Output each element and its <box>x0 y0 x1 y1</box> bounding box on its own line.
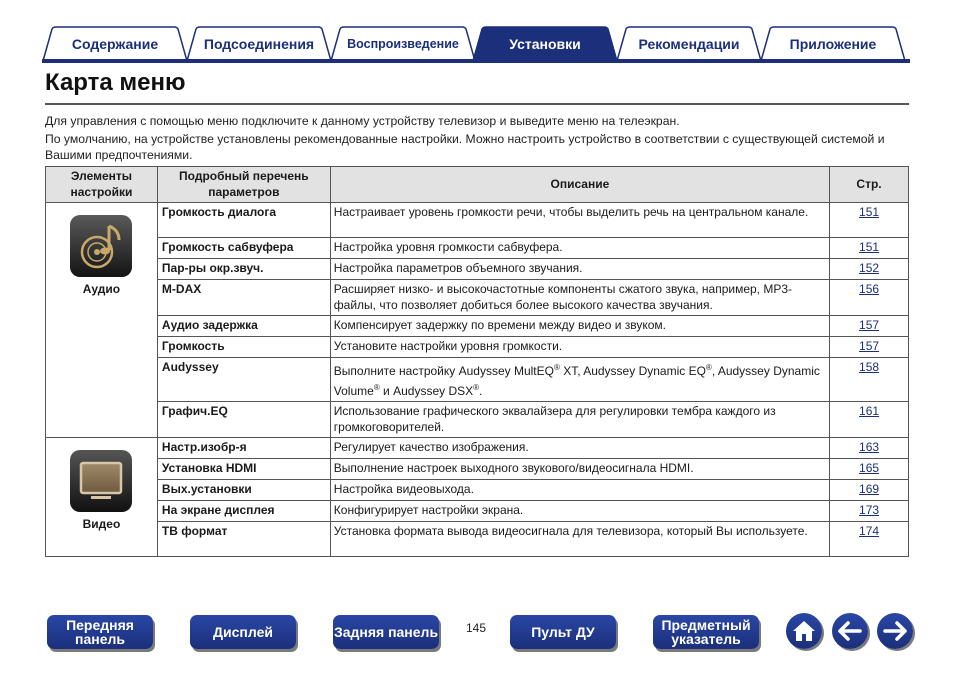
param-cell: ТВ формат <box>157 522 330 557</box>
desc-cell: Выполните настройку Audyssey MultEQ® XT, Audyssey Dynamic EQ®, Audyssey Dynamic Volume® и Audyssey DSX®. <box>330 358 829 402</box>
param-cell: Audyssey <box>157 358 330 402</box>
table-row <box>46 259 909 280</box>
desc-cell: Использование графического эквалайзера для регулировки тембра каждого из громкоговорителей. <box>330 402 829 438</box>
desc-cell: Настраивает уровень громкости речи, чтобы выделить речь на центральном канале. <box>330 203 829 238</box>
back-button[interactable] <box>832 613 868 649</box>
table-row <box>46 337 909 358</box>
param-cell: Аудио задержка <box>157 316 330 337</box>
param-cell: Установка HDMI <box>157 459 330 480</box>
home-icon <box>792 620 816 642</box>
display-button[interactable]: Дисплей <box>190 615 296 649</box>
tab-contents[interactable] <box>42 26 188 62</box>
page-link[interactable]: 151 <box>859 205 880 219</box>
tab-playback[interactable] <box>330 26 476 62</box>
param-cell: Громкость сабвуфера <box>157 238 330 259</box>
desc-cell: Установите настройки уровня громкости. <box>330 337 829 358</box>
category-cell-audio <box>46 203 158 438</box>
table-row <box>46 316 909 337</box>
tab-appendix[interactable] <box>760 26 906 62</box>
arrow-right-icon <box>883 621 907 641</box>
desc-cell: Настройка параметров объемного звучания. <box>330 259 829 280</box>
table-row <box>46 203 909 238</box>
page-link[interactable]: 161 <box>859 404 880 418</box>
index-button[interactable]: Предметный указатель <box>653 615 759 649</box>
page-link[interactable]: 163 <box>859 440 880 454</box>
desc-cell: Настройка видеовыхода. <box>330 480 829 501</box>
desc-cell: Установка формата вывода видеосигнала для телевизора, который Вы используете. <box>330 522 829 557</box>
header-param: Подробный перечень параметров <box>157 167 330 203</box>
table-row <box>46 480 909 501</box>
header-category: Элементы настройки <box>46 167 158 203</box>
home-button[interactable] <box>786 613 822 649</box>
intro-paragraph: По умолчанию, на устройстве установлены рекомендованные настройки. Можно настроить устройство в соответствии с существующей системой и Вашими предпочтениями. <box>45 132 885 162</box>
category-label: Аудио <box>82 282 121 296</box>
category-cell-video <box>46 438 158 557</box>
desc-cell: Расширяет низко- и высокочастотные компоненты сжатого звука, например, MP3-файлы, что позволяет добиться более высокого качества звучания. <box>330 280 829 316</box>
page-cell <box>830 501 909 522</box>
tab-label: Воспроизведение <box>347 37 459 51</box>
table-row <box>46 402 909 438</box>
tab-label: Подсоединения <box>203 36 315 52</box>
page-cell <box>830 459 909 480</box>
page-cell <box>830 337 909 358</box>
table-row <box>46 438 909 459</box>
page-link[interactable]: 165 <box>859 461 880 475</box>
desc-cell: Конфигурирует настройки экрана. <box>330 501 829 522</box>
tab-bar <box>42 26 910 62</box>
audio-icon <box>69 214 133 278</box>
tab-label: Установки <box>509 36 581 52</box>
tab-connections[interactable] <box>186 26 332 62</box>
table-row <box>46 238 909 259</box>
table-row <box>46 459 909 480</box>
page-cell <box>830 522 909 557</box>
param-cell: Вых.установки <box>157 480 330 501</box>
remote-control-button[interactable]: Пульт ДУ <box>510 615 616 649</box>
table-header-row <box>46 167 909 203</box>
menu-map-table <box>45 166 909 557</box>
tab-underline <box>42 59 910 63</box>
page-link[interactable]: 173 <box>859 503 880 517</box>
param-cell: Настр.изобр-я <box>157 438 330 459</box>
tab-tips[interactable] <box>616 26 762 62</box>
desc-cell: Регулирует качество изображения. <box>330 438 829 459</box>
page-cell <box>830 316 909 337</box>
header-page: Стр. <box>830 167 909 203</box>
param-cell: Громкость диалога <box>157 203 330 238</box>
page-cell <box>830 480 909 501</box>
tab-label: Приложение <box>789 36 877 52</box>
category-label: Видео <box>82 517 121 531</box>
page-cell <box>830 438 909 459</box>
page-title: Карта меню <box>45 69 186 96</box>
page-number: 145 <box>466 621 487 635</box>
forward-button[interactable] <box>877 613 913 649</box>
param-cell: Графич.EQ <box>157 402 330 438</box>
table-row <box>46 280 909 316</box>
intro-paragraph: Для управления с помощью меню подключите к данному устройству телевизор и выведите меню на телеэкран. <box>45 114 680 128</box>
desc-cell: Компенсирует задержку по времени между видео и звуком. <box>330 316 829 337</box>
header-desc: Описание <box>330 167 829 203</box>
page-link[interactable]: 156 <box>859 282 880 296</box>
desc-cell: Выполнение настроек выходного звукового/видеосигнала HDMI. <box>330 459 829 480</box>
page-cell <box>830 280 909 316</box>
rear-panel-button[interactable]: Задняя панель <box>333 615 439 649</box>
tab-label: Рекомендации <box>638 36 740 52</box>
param-cell: На экране дисплея <box>157 501 330 522</box>
table-row <box>46 358 909 402</box>
page-link[interactable]: 157 <box>859 339 880 353</box>
arrow-left-icon <box>838 621 862 641</box>
desc-cell: Настройка уровня громкости сабвуфера. <box>330 238 829 259</box>
param-cell: Пар-ры окр.звуч. <box>157 259 330 280</box>
page-link[interactable]: 169 <box>859 482 880 496</box>
tab-label: Содержание <box>71 36 159 52</box>
page-cell <box>830 203 909 238</box>
page-link[interactable]: 157 <box>859 318 880 332</box>
page-link[interactable]: 174 <box>859 524 880 538</box>
page-cell <box>830 402 909 438</box>
page-cell <box>830 238 909 259</box>
page-link[interactable]: 152 <box>859 261 880 275</box>
front-panel-button[interactable]: Передняя панель <box>47 615 153 649</box>
page-link[interactable]: 158 <box>859 360 880 374</box>
param-cell: M-DAX <box>157 280 330 316</box>
table-row <box>46 501 909 522</box>
page-link[interactable]: 151 <box>859 240 880 254</box>
table-row <box>46 522 909 557</box>
page-cell <box>830 358 909 402</box>
param-cell: Громкость <box>157 337 330 358</box>
title-divider <box>45 103 909 105</box>
video-icon <box>69 449 133 513</box>
tab-settings[interactable] <box>472 26 618 62</box>
page-cell <box>830 259 909 280</box>
